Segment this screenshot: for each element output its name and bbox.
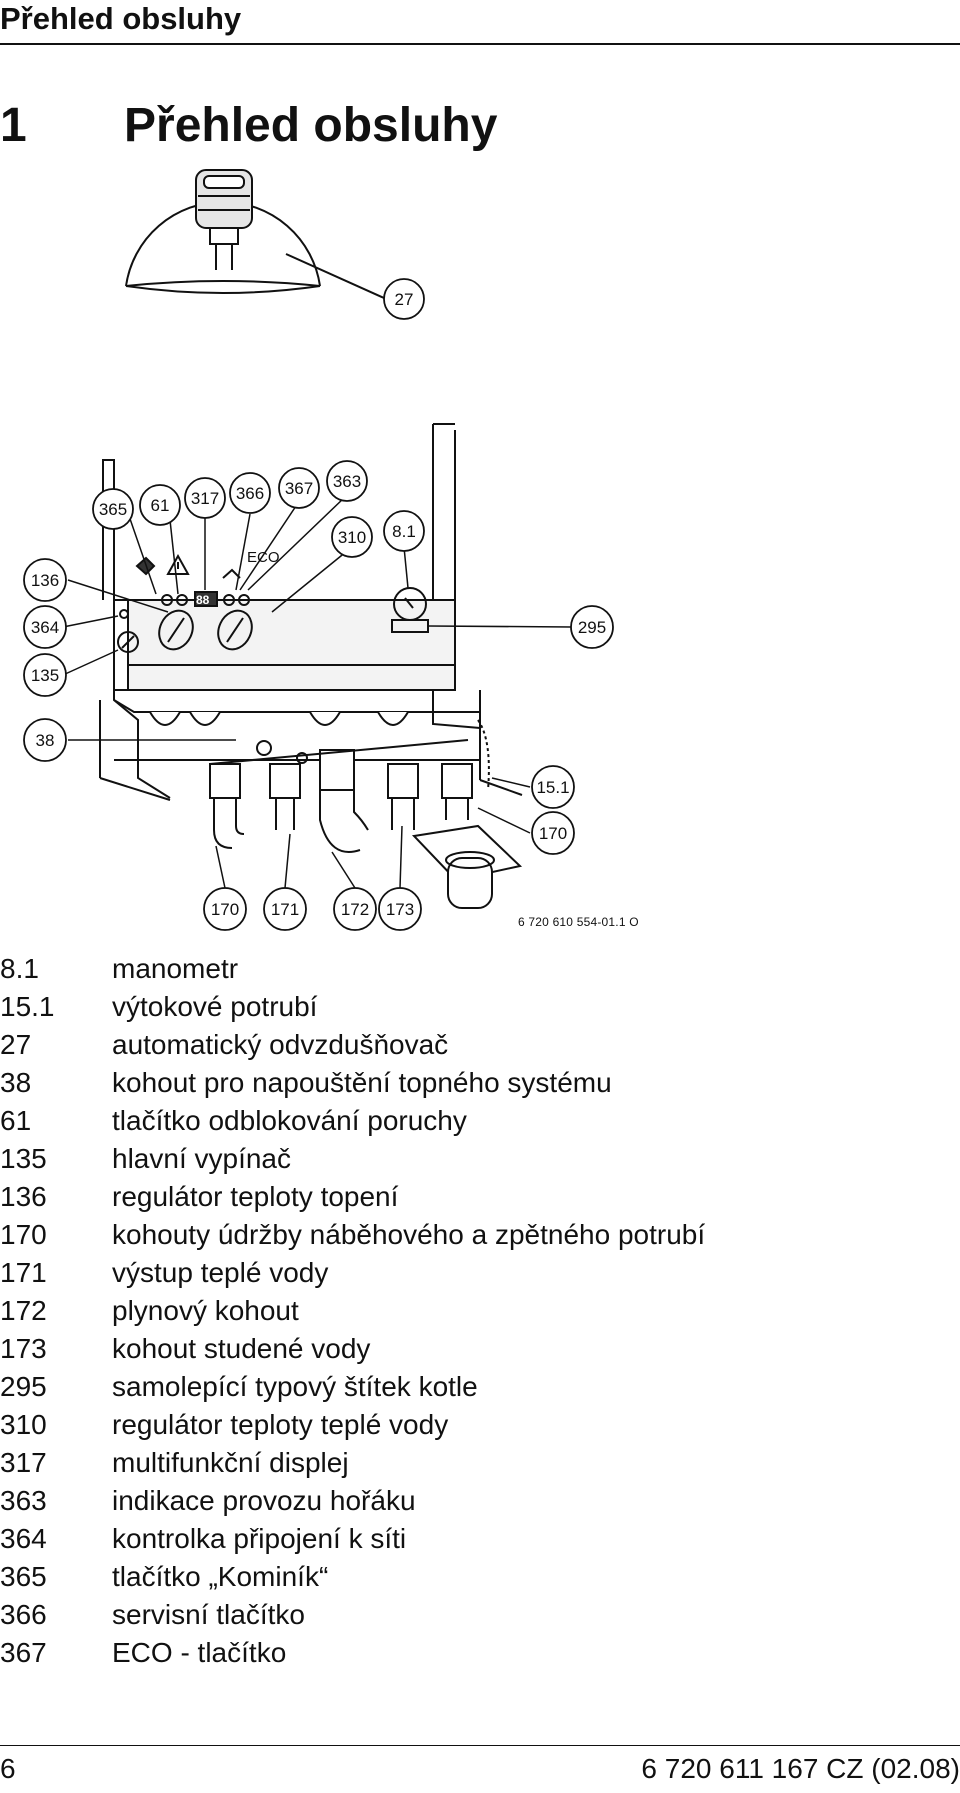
legend-text: indikace provozu hořáku bbox=[112, 1485, 416, 1516]
legend-code: 172 bbox=[0, 1295, 47, 1326]
legend-item bbox=[0, 1444, 960, 1482]
legend-code: 38 bbox=[0, 1067, 32, 1098]
eco-label: ECO bbox=[247, 549, 280, 566]
boiler-figure bbox=[0, 150, 960, 950]
footer-rule bbox=[0, 1745, 960, 1746]
callout-171: 171 bbox=[270, 900, 300, 919]
legend-code: 365 bbox=[0, 1561, 47, 1592]
callout-364: 364 bbox=[30, 618, 60, 637]
legend-code: 15.1 bbox=[0, 991, 55, 1022]
legend-code: 61 bbox=[0, 1105, 32, 1136]
legend-item bbox=[0, 1178, 960, 1216]
legend-text: ECO - tlačítko bbox=[112, 1637, 287, 1668]
legend-item bbox=[0, 988, 960, 1026]
callout-366: 366 bbox=[235, 484, 265, 503]
legend-code: 135 bbox=[0, 1143, 47, 1174]
legend-code: 366 bbox=[0, 1599, 47, 1630]
air-vent-detail bbox=[126, 170, 384, 298]
callout-367: 367 bbox=[284, 479, 314, 498]
legend-item bbox=[0, 1216, 960, 1254]
callout-170-right: 170 bbox=[538, 824, 568, 843]
legend-code: 364 bbox=[0, 1523, 47, 1554]
display-digits: 88 bbox=[196, 593, 210, 607]
callout-172: 172 bbox=[340, 900, 370, 919]
legend-code: 173 bbox=[0, 1333, 47, 1364]
legend-text: kohout studené vody bbox=[112, 1333, 371, 1364]
legend-item bbox=[0, 1520, 960, 1558]
callout-38: 38 bbox=[35, 731, 55, 750]
legend-text: hlavní vypínač bbox=[112, 1143, 291, 1174]
legend-item bbox=[0, 1596, 960, 1634]
section-title: Přehled obsluhy bbox=[124, 99, 498, 152]
legend-code: 27 bbox=[0, 1029, 32, 1060]
legend-text: samolepící typový štítek kotle bbox=[112, 1371, 478, 1402]
legend-text: regulátor teploty topení bbox=[112, 1181, 399, 1212]
legend-item bbox=[0, 1558, 960, 1596]
callout-317: 317 bbox=[190, 489, 220, 508]
legend-text: kohout pro napouštění topného systému bbox=[112, 1067, 612, 1098]
legend-text: plynový kohout bbox=[112, 1295, 299, 1326]
legend-code: 363 bbox=[0, 1485, 47, 1516]
legend-item bbox=[0, 1064, 960, 1102]
legend-text: kohouty údržby náběhového a zpětného potrubí bbox=[112, 1219, 706, 1250]
legend-item bbox=[0, 1634, 960, 1672]
legend-code: 367 bbox=[0, 1637, 47, 1668]
legend-item bbox=[0, 1330, 960, 1368]
legend-text: regulátor teploty teplé vody bbox=[112, 1409, 449, 1440]
legend-item bbox=[0, 1026, 960, 1064]
legend-text: kontrolka připojení k síti bbox=[112, 1523, 407, 1554]
section-number: 1 bbox=[0, 99, 27, 152]
callout-15-1: 15.1 bbox=[536, 778, 570, 797]
callout-61: 61 bbox=[150, 496, 170, 515]
legend-text: servisní tlačítko bbox=[112, 1599, 305, 1630]
legend-text: automatický odvzdušňovač bbox=[112, 1029, 449, 1060]
legend-text: manometr bbox=[112, 953, 239, 984]
legend-code: 170 bbox=[0, 1219, 47, 1250]
callout-295: 295 bbox=[577, 618, 607, 637]
callout-170: 170 bbox=[210, 900, 240, 919]
callout-136: 136 bbox=[30, 571, 60, 590]
legend-code: 8.1 bbox=[0, 953, 39, 984]
legend-text: tlačítko odblokování poruchy bbox=[112, 1105, 467, 1136]
legend-item bbox=[0, 1406, 960, 1444]
pipes-and-taps bbox=[210, 720, 520, 908]
legend-item bbox=[0, 1102, 960, 1140]
legend-code: 136 bbox=[0, 1181, 47, 1212]
legend-text: tlačítko „Kominík“ bbox=[112, 1561, 329, 1592]
legend-item bbox=[0, 1292, 960, 1330]
legend-item bbox=[0, 1254, 960, 1292]
running-header: Přehled obsluhy bbox=[0, 1, 242, 36]
legend-list bbox=[0, 950, 960, 1672]
legend-code: 295 bbox=[0, 1371, 47, 1402]
callout-135: 135 bbox=[30, 666, 60, 685]
header-rule bbox=[0, 43, 960, 45]
legend-item bbox=[0, 1140, 960, 1178]
figure-code: 6 720 610 554-01.1 O bbox=[518, 915, 639, 929]
callout-27: 27 bbox=[394, 290, 414, 309]
legend-code: 317 bbox=[0, 1447, 47, 1478]
callout-363: 363 bbox=[332, 472, 362, 491]
document-reference: 6 720 611 167 CZ (02.08) bbox=[641, 1753, 960, 1784]
legend-item bbox=[0, 1482, 960, 1520]
legend-text: výstup teplé vody bbox=[112, 1257, 329, 1288]
callout-365: 365 bbox=[98, 500, 128, 519]
page-number: 6 bbox=[0, 1753, 16, 1784]
legend-text: multifunkční displej bbox=[112, 1447, 349, 1478]
legend-code: 310 bbox=[0, 1409, 47, 1440]
legend-item bbox=[0, 950, 960, 988]
legend-item bbox=[0, 1368, 960, 1406]
callout-310: 310 bbox=[337, 528, 367, 547]
callout-8-1: 8.1 bbox=[392, 522, 416, 541]
legend-text: výtokové potrubí bbox=[112, 991, 318, 1022]
callout-173: 173 bbox=[385, 900, 415, 919]
section-heading bbox=[0, 96, 497, 156]
legend-code: 171 bbox=[0, 1257, 47, 1288]
callout-leaders bbox=[63, 497, 572, 888]
